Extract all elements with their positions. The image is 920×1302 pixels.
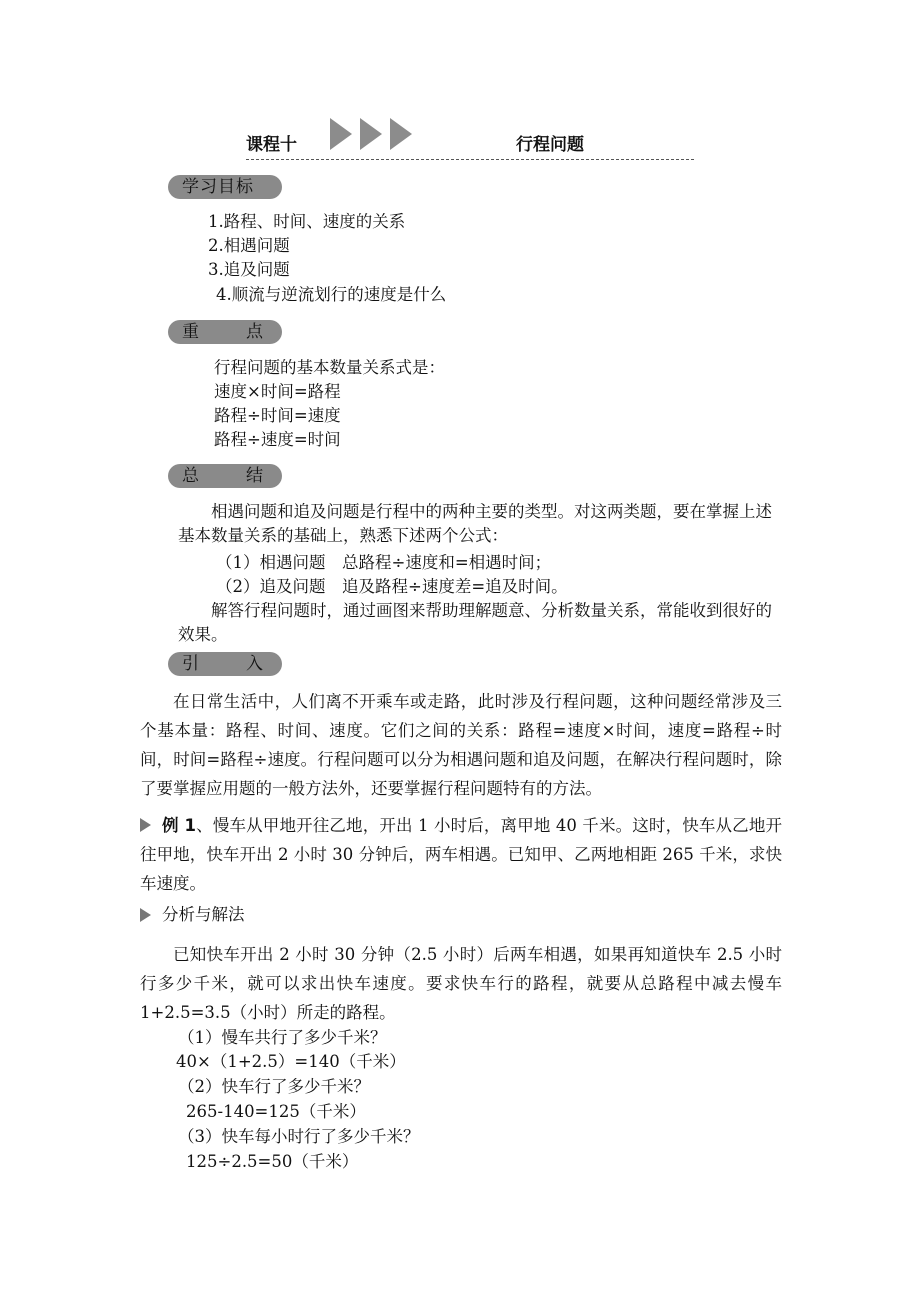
key-line: 路程÷时间=速度 [214,406,341,425]
arrow-right-icon [390,118,412,150]
section-label-goals [168,175,282,199]
arrow-right-icon [360,118,382,150]
section-label-text: 结 [246,466,263,486]
triangle-bullet-icon [140,908,151,922]
header-divider [246,159,694,160]
formula-chase: （2）追及问题 追及路程÷速度差=追及时间。 [216,577,568,596]
section-label-key [168,320,282,344]
analysis-heading: 分析与解法 [162,905,245,924]
key-line: 路程÷速度=时间 [214,430,341,449]
lesson-title: 行程问题 [516,135,584,155]
formula-meet: （1）相遇问题 总路程÷速度和=相遇时间； [216,553,552,572]
lesson-number: 课程十 [246,135,297,155]
goal-item: 1.路程、时间、速度的关系 [208,212,406,231]
solution-step: 125÷2.5=50（千米） [186,1152,359,1171]
solution-step: （1）慢车共行了多少千米？ [178,1028,387,1047]
example-1 [140,811,782,898]
goal-item: 3.追及问题 [208,260,290,279]
summary-paragraph: 解答行程问题时，通过画图来帮助理解题意、分析数量关系，常能收到很好的效果。 [178,601,772,644]
intro-paragraph: 在日常生活中，人们离不开乘车或走路，此时涉及行程问题，这种问题经常涉及三个基本量：路程、时间、速度。它们之间的关系：路程=速度×时间，速度=路程÷时间，时间=路程÷速度。行程问题可以分为相遇问题和追及问题，在解决行程问题时，除了要掌握应用题的一般方法外，还要掌握行程问题特有的方法。 [140,692,782,798]
section-label-text: 点 [246,322,263,342]
section-label-text: 重 [182,322,199,342]
goal-item: 2.相遇问题 [208,236,290,255]
solution-step: （3）快车每小时行了多少千米？ [178,1127,420,1146]
solution-step: 265-140=125（千米） [186,1102,366,1121]
example-text: 、慢车从甲地开往乙地，开出 1 小时后，离甲地 40 千米。这时，快车从乙地开往甲地，快车开出 2 小时 30 分钟后，两车相遇。已知甲、乙两地相距 265 千米，求快车速度。 [140,816,782,893]
section-label-summary [168,464,282,488]
section-label-intro [168,652,282,676]
section-label-text: 总 [182,466,199,486]
section-label-text: 入 [246,654,263,674]
goal-item: 4.顺流与逆流划行的速度是什么 [216,285,447,304]
solution-step: （2）快车行了多少千米？ [178,1077,370,1096]
solution-step: 40×（1+2.5）=140（千米） [176,1052,406,1071]
key-line: 行程问题的基本数量关系式是： [214,358,445,377]
summary-paragraph: 相遇问题和追及问题是行程中的两种主要的类型。对这两类题，要在掌握上述基本数量关系的基础上，熟悉下述两个公式： [178,502,772,545]
arrow-right-icon [330,118,352,150]
analysis-paragraph: 已知快车开出 2 小时 30 分钟（2.5 小时）后两车相遇，如果再知道快车 2.5 小时行多少千米，就可以求出快车速度。要求快车行的路程，就要从总路程中减去慢车 1+2.5=3.5（小时）所走的路程。 [140,945,782,1022]
section-label-text: 引 [182,654,199,674]
section-label-text: 学习目标 [182,177,254,197]
example-label: 例 1 [162,816,197,835]
key-line: 速度×时间=路程 [214,382,341,401]
